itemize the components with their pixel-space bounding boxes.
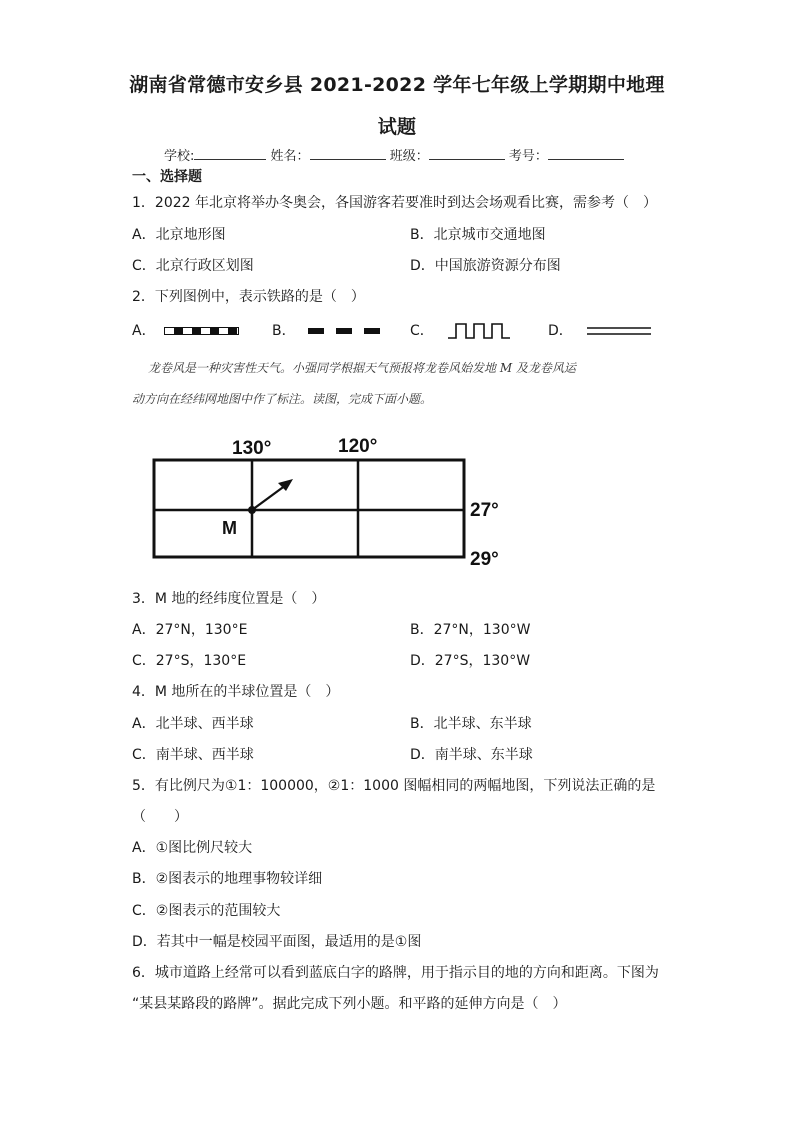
q2-option-d-label: D． <box>548 323 573 339</box>
q1-option-a: A．北京地形图 <box>132 227 226 243</box>
q4-option-d: D．南半球、东半球 <box>410 747 533 763</box>
q2-option-a <box>132 320 240 340</box>
q2-option-b <box>272 320 382 340</box>
number-label: 考号： <box>508 149 548 164</box>
q5-option-c: C．②图表示的范围较大 <box>132 903 281 919</box>
wall-symbol-icon <box>448 321 516 341</box>
q3-option-b: B．27°N，130°W <box>410 622 531 638</box>
railway-symbol-icon <box>164 325 240 337</box>
q5-option-a: A．①图比例尺较大 <box>132 840 253 856</box>
question-2-stem: 2．下列图例中，表示铁路的是（ ） <box>132 289 365 305</box>
school-blank <box>194 147 266 160</box>
q2-option-a-label: A． <box>132 323 156 339</box>
question-3-stem: 3．M 地的经纬度位置是（ ） <box>132 591 326 607</box>
q2-option-b-label: B． <box>272 323 296 339</box>
q5-option-d: D．若其中一幅是校园平面图，最适用的是①图 <box>132 934 422 950</box>
class-label: 班级： <box>389 149 429 164</box>
lon-label-130: 130° <box>232 438 272 459</box>
question-5-stem: 5．有比例尺为①1：100000，②1：1000 图幅相同的两幅地图，下列说法正确的是 <box>132 778 656 794</box>
passage-line1: 龙卷风是一种灾害性天气。小强同学根据天气预报将龙卷风始发地 M 及龙卷风运 <box>148 361 576 375</box>
q3-option-c: C．27°S，130°E <box>132 653 247 669</box>
exam-title-line1: 湖南省常德市安乡县 2021-2022 学年七年级上学期期中地理 <box>129 74 665 96</box>
class-blank <box>429 147 505 160</box>
q3-option-a: A．27°N，130°E <box>132 622 248 638</box>
q2-option-c <box>410 320 516 341</box>
q2-option-c-label: C． <box>410 323 434 339</box>
q1-option-b: B．北京城市交通地图 <box>410 227 546 243</box>
dashed-line-symbol-icon <box>308 325 382 337</box>
q3-option-d: D．27°S，130°W <box>410 653 531 669</box>
q1-option-d: D．中国旅游资源分布图 <box>410 258 561 274</box>
school-label: 学校: <box>164 149 195 164</box>
name-label: 姓名： <box>270 149 310 164</box>
lat-label-29: 29° <box>470 549 499 570</box>
question-5-stem-cont: （ ） <box>132 809 188 825</box>
q2-option-d <box>548 320 653 340</box>
double-line-symbol-icon <box>587 325 653 337</box>
number-blank <box>548 147 624 160</box>
student-info-row <box>164 145 624 164</box>
q4-option-a: A．北半球、西半球 <box>132 716 254 732</box>
exam-title-line2: 试题 <box>377 116 417 138</box>
lat-lon-grid-map <box>150 428 510 570</box>
point-m-label: M <box>222 518 237 538</box>
question-4-stem: 4．M 地所在的半球位置是（ ） <box>132 684 340 700</box>
question-1-stem: 1．2022 年北京将举办冬奥会，各国游客若要准时到达会场观看比赛，需参考（ ） <box>132 195 657 211</box>
lon-label-120: 120° <box>338 436 378 457</box>
passage-line2: 动方向在经纬网地图中作了标注。读图，完成下面小题。 <box>132 392 433 406</box>
question-6-stem-cont: “某县某路段的路牌”。据此完成下列小题。和平路的延伸方向是（ ） <box>132 996 567 1012</box>
question-6-stem: 6．城市道路上经常可以看到蓝底白字的路牌，用于指示目的地的方向和距离。下图为 <box>132 965 659 981</box>
name-blank <box>310 147 386 160</box>
q4-option-c: C．南半球、西半球 <box>132 747 254 763</box>
q5-option-b: B．②图表示的地理事物较详细 <box>132 871 323 887</box>
section-heading: 一、选择题 <box>132 169 202 185</box>
lat-label-27: 27° <box>470 500 499 521</box>
q1-option-c: C．北京行政区划图 <box>132 258 254 274</box>
q4-option-b: B．北半球、东半球 <box>410 716 532 732</box>
